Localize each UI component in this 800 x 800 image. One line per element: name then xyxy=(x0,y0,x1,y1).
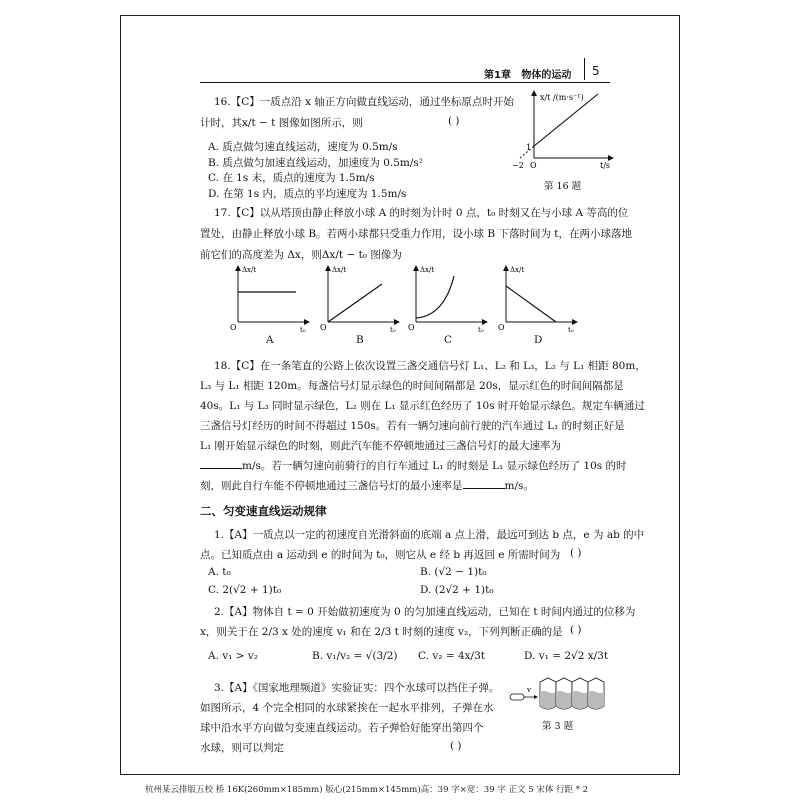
p3-line4: 水球，则可以判定 xyxy=(200,742,284,754)
q16-graph xyxy=(508,88,618,178)
q16-graph-origin: O xyxy=(530,161,537,170)
q18-blank-2 xyxy=(463,478,505,489)
q16-answer-paren: ( ) xyxy=(448,115,460,127)
q18-line3: 40s。L₁ 与 L₃ 同时显示绿色，L₂ 则在 L₁ 显示红色经历了 10s 时开始显示绿色。规定车辆通过 xyxy=(200,400,645,412)
q16-option-a: A. 质点做匀速直线运动，速度为 0.5m/s xyxy=(208,141,398,153)
q17-c-origin: O xyxy=(408,323,415,332)
header-rule xyxy=(200,82,610,83)
q17-b-origin: O xyxy=(320,323,327,332)
q17-graph-c xyxy=(404,262,494,334)
print-footer: 杭州某云排版五校 桥 16K(260mm×185mm) 版心(215mm×145mm)高：39 字×宽：39 字 正文 5 宋体 行距 * 2 xyxy=(145,785,589,795)
q16-option-b: B. 质点做匀加速直线运动，加速度为 0.5m/s² xyxy=(208,157,424,169)
q17-c-ylabel: Δx/t xyxy=(420,266,435,274)
q16-graph-ylabel: x/t /(m·s⁻¹) xyxy=(540,93,584,102)
q17-graph-a xyxy=(226,262,316,334)
p2-option-c: C. v₂ = 4x/3t xyxy=(418,650,485,662)
section-2-title: 二、匀变速直线运动规律 xyxy=(200,504,327,518)
water-ball-4 xyxy=(588,678,604,709)
q17-graph-c-label: C xyxy=(444,334,453,346)
water-ball-2 xyxy=(556,678,572,709)
q17-a-xlabel: t₀ xyxy=(300,326,306,334)
p3-line2: 如图所示，4 个完全相同的水球紧挨在一起水平排列，子弹在水 xyxy=(200,702,494,714)
q17-d-xlabel: t₀ xyxy=(568,326,574,334)
q17-graph-d-label: D xyxy=(534,334,543,346)
chapter-number: 第1章 xyxy=(484,70,511,81)
q17-b-xlabel: t₀ xyxy=(390,326,396,334)
q18-line6-text: m/s。若一辆匀速向前骑行的自行车通过 L₁ 的时刻是 L₁ 显示绿色经历了 10s 的时 xyxy=(242,460,627,472)
q17-a-origin: O xyxy=(230,323,237,332)
q16-graph-xlabel: t/s xyxy=(600,161,611,170)
q17-d-origin: O xyxy=(498,323,505,332)
q17-d-ylabel: Δx/t xyxy=(510,266,525,274)
q16-option-c: C. 在 1s 末，质点的速度为 1.5m/s xyxy=(208,172,375,184)
q17-c-xlabel: t₀ xyxy=(478,326,484,334)
q16-graph-xtick: −2 xyxy=(512,161,524,170)
p1-line1: 1.【A】一质点以一定的初速度自光滑斜面的底端 a 点上滑，最远可到达 b 点，e 为 ab 的中 xyxy=(214,529,645,541)
q18-line2: L₃ 与 L₁ 相距 120m。每盏信号灯显示绿色的时间间隔都是 20s，显示红色的时间间隔都是 xyxy=(200,380,624,392)
p2-line1: 2.【A】物体自 t = 0 开始做初速度为 0 的匀加速直线运动，已知在 t 时间内通过的位移为 xyxy=(214,606,636,618)
header-separator xyxy=(584,58,585,80)
p3-line3: 球中沿水平方向做匀变速直线运动。若子弹恰好能穿出第四个 xyxy=(200,722,484,734)
q17-graph-b xyxy=(316,262,406,334)
q17-line1: 17.【C】以从塔顶由静止释放小球 A 的时刻为计时 0 点，t₀ 时刻又在与小球 A 等高的位 xyxy=(214,207,629,219)
p2-option-d: D. v₁ = 2√2 x/3t xyxy=(524,650,609,662)
q18-line4: 三盏信号灯经历的时间不得超过 150s。若有一辆匀速向前行驶的汽车通过 L₁ 的时刻正好是 xyxy=(200,420,625,432)
q18-line5: L₁ 刚开始显示绿色的时刻，则此汽车能不停顿地通过三盏信号灯的最大速率为 xyxy=(200,440,562,452)
q17-graph-b-label: B xyxy=(356,334,364,346)
p2-answer-paren: ( ) xyxy=(570,624,582,636)
p1-option-c: C. 2(√2 + 1)t₀ xyxy=(208,584,282,596)
q17-graph-d xyxy=(494,262,584,334)
q17-b-ylabel: Δx/t xyxy=(332,266,347,274)
q18-line6 xyxy=(200,458,627,473)
q16-line1: 16.【C】一质点沿 x 轴正方向做直线运动，通过坐标原点时开始 xyxy=(214,96,514,108)
p1-option-d: D. (2√2 + 1)t₀ xyxy=(420,584,494,596)
page-number: 5 xyxy=(592,64,600,78)
p3-line1: 3.【A】《国家地理频道》实验证实：四个水球可以挡住子弹。 xyxy=(214,682,500,694)
p3-answer-paren: ( ) xyxy=(450,740,462,752)
p2-line2: x，则关于在 2/3 x 处的速度 v₁ 和在 2/3 t 时刻的速度 v₂，下列判断正确的是 xyxy=(200,626,563,638)
q17-line2: 置处，由静止释放小球 B。若两小球都只受重力作用，设小球 B 下落时间为 t，在两小球落地 xyxy=(200,228,633,240)
q16-option-d: D. 在第 1s 内，质点的平均速度为 1.5m/s xyxy=(208,188,407,200)
q16-graph-ytick: 1 xyxy=(526,143,532,152)
p3-caption: 第 3 题 xyxy=(542,721,574,732)
p2-option-b: B. v₁/v₂ = √(3/2) xyxy=(312,650,398,662)
q18-line7-unit: m/s。 xyxy=(504,480,534,492)
p3-water-balls-figure xyxy=(508,676,618,716)
q16-line2: 计时，其x/t − t 图像如图所示，则 xyxy=(200,117,363,129)
q17-a-ylabel: Δx/t xyxy=(242,266,257,274)
q18-line7-text: 刻，则此自行车能不停顿地通过三盏信号灯的最小速率是 xyxy=(200,480,463,492)
p2-option-a: A. v₁ > v₂ xyxy=(208,650,259,662)
p1-line2: 点。已知质点由 a 运动到 e 的时间为 t₀，则它从 e 经 b 再返回 e 所需时间为 xyxy=(200,549,561,561)
q18-line7 xyxy=(200,478,534,493)
q17-graph-a-label: A xyxy=(266,334,274,346)
p3-velocity-label: v xyxy=(527,686,531,694)
q16-caption: 第 16 题 xyxy=(544,181,582,192)
q18-line1: 18.【C】在一条笔直的公路上依次设置三盏交通信号灯 L₁、L₂ 和 L₃，L₂ 与 L₁ 相距 80m， xyxy=(214,360,646,372)
water-ball-1 xyxy=(540,678,556,709)
chapter-header xyxy=(484,66,571,81)
chapter-title: 物体的运动 xyxy=(521,70,572,81)
p1-option-a: A. t₀ xyxy=(208,566,231,578)
p1-option-b: B. (√2 − 1)t₀ xyxy=(420,566,487,578)
q17-line3: 前它们的高度差为 Δx，则Δx/t − t₀ 图像为 xyxy=(200,249,402,261)
q18-blank-1 xyxy=(200,458,242,469)
water-ball-3 xyxy=(572,678,588,709)
p1-answer-paren: ( ) xyxy=(570,547,582,559)
